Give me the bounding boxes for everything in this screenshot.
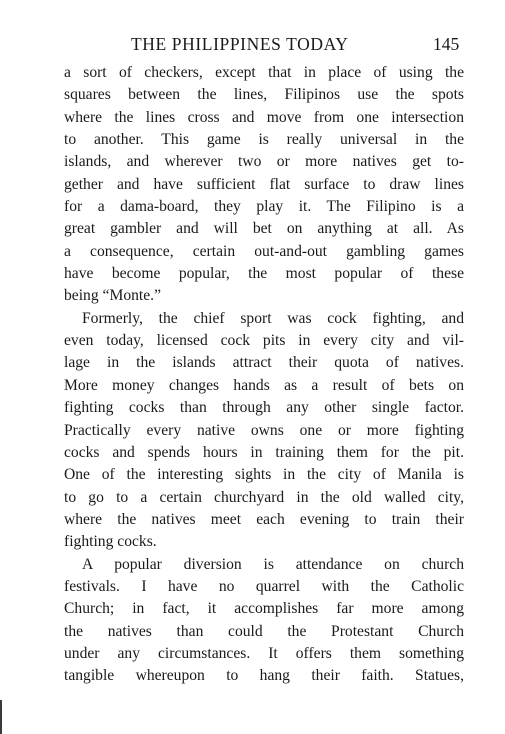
text-line: fighting cocks. [64,533,157,551]
paragraph [64,62,464,308]
text-line: More money changes hands as a result of bets on [64,376,464,394]
paragraph [64,554,464,688]
text-line: a consequence, certain out-and-out gambling games [64,242,464,260]
text-line: tangible whereupon to hang their faith. Statues, [64,667,464,685]
text-line: the natives than could the Protestant Church [64,622,464,640]
text-line: lage in the islands attract their quota of natives. [64,354,464,372]
text-line: where the lines cross and move from one intersection [64,108,464,126]
text-line: even today, licensed cock pits in every city and vil- [64,332,464,350]
text-line: fighting cocks than through any other single factor. [64,399,464,417]
body-text [64,62,464,688]
text-line: to go to a certain churchyard in the old walled city, [64,488,464,506]
text-line: cocks and spends hours in training them for the pit. [64,443,464,461]
text-line: A popular diversion is attendance on church [82,555,464,573]
text-line: Practically every native owns one or more fighting [64,421,464,439]
page-edge-mark [0,700,2,734]
running-head [0,34,505,58]
text-line: where the natives meet each evening to train their [64,510,464,528]
text-line: islands, and wherever two or more natives get to- [64,153,464,171]
text-line: for a dama-board, they play it. The Filipino is a [64,198,464,216]
text-line: great gambler and will bet on anything at all. As [64,220,464,238]
text-line: Church; in fact, it accomplishes far more among [64,600,464,618]
text-line: festivals. I have no quarrel with the Catholic [64,577,464,595]
text-line: squares between the lines, Filipinos use the spots [64,86,464,104]
text-line: being “Monte.” [64,287,161,305]
text-line: to another. This game is really universal in the [64,131,464,149]
text-line: have become popular, the most popular of these [64,265,464,283]
page-number: 145 [433,34,460,54]
text-line: One of the interesting sights in the city of Manila is [64,466,464,484]
text-line: under any circumstances. It offers them something [64,644,464,662]
paragraph [64,308,464,554]
running-title: THE PHILIPPINES TODAY [131,34,349,54]
text-line: a sort of checkers, except that in place of using the [64,64,464,81]
text-line: Formerly, the chief sport was cock fighting, and [82,309,464,327]
text-line: gether and have sufficient flat surface to draw lines [64,175,464,193]
